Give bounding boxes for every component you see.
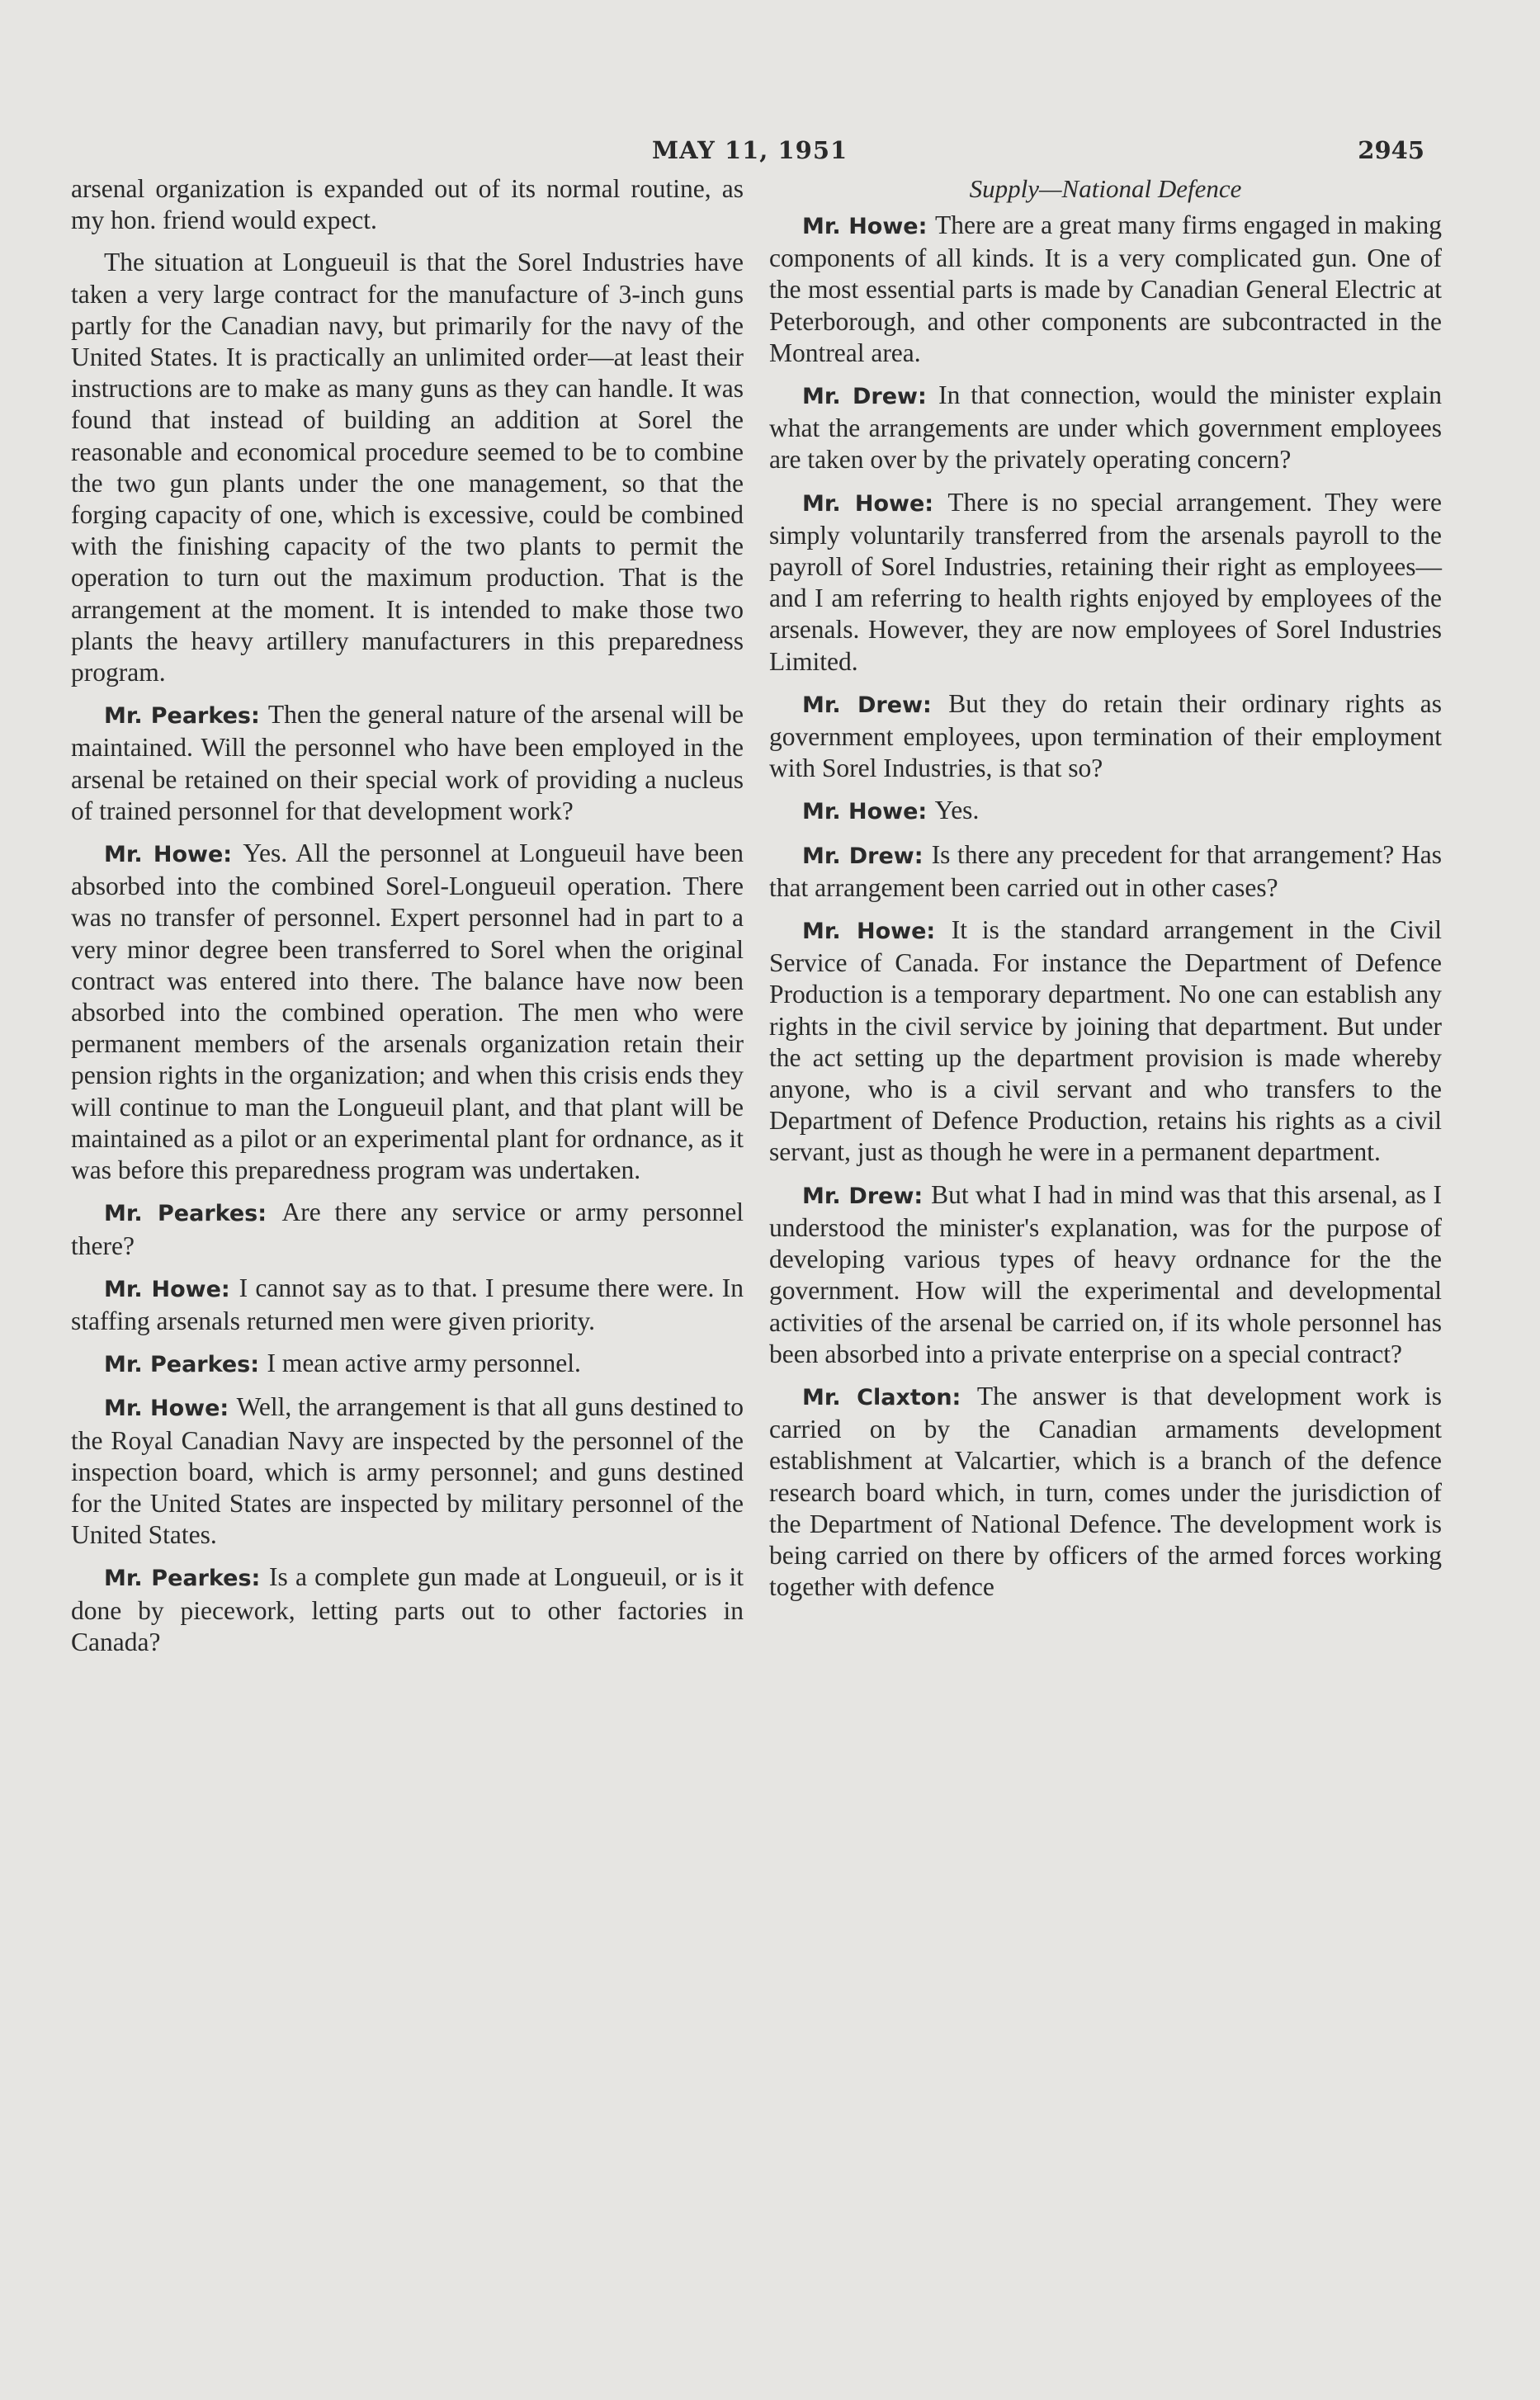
speaker-name: Mr. Pearkes: [104,1352,260,1378]
paragraph-text: arsenal organization is expanded out of its normal routine, as my hon. friend would expect. [71,174,744,235]
paragraph [71,838,744,1186]
right-column [769,173,1442,1613]
paragraph [71,1561,744,1658]
paragraph [769,839,1442,904]
speaker-name: Mr. Pearkes: [104,1201,267,1227]
paragraph [769,795,1442,828]
paragraph [71,1273,744,1337]
paragraph [769,1179,1442,1370]
speaker-name: Mr. Drew: [802,843,924,869]
speaker-name: Mr. Howe: [104,842,233,868]
speaker-name: Mr. Pearkes: [104,703,260,730]
speaker-name: Mr. Claxton: [802,1384,961,1410]
paragraph-text: Is a complete gun made at Longueuil, or is it done by piecework, letting parts out to other factories in Canada? [71,1562,744,1656]
speaker-name: Mr. Howe: [802,799,928,825]
speaker-name: Mr. Drew: [802,1183,924,1209]
speaker-name: Mr. Pearkes: [104,1566,261,1592]
paragraph-text: The answer is that development work is carried on by the Canadian armaments development establishment at Valcartier, which is a branch of the defence research board which, in turn, comes under the jurisdiction of the Department of National Defence. The development work is being carried on there by officers of the armed forces working together with defence [769,1381,1443,1602]
paragraph-text: But they do retain their ordinary rights as government employees, upon termination of their employment with Sorel Industries, is that so? [769,688,1442,783]
paragraph [769,914,1442,1169]
paragraph-text: Are there any service or army personnel there? [71,1198,744,1260]
paragraph [769,688,1442,785]
paragraph-text: But what I had in mind was that this arsenal, as I understood the minister's explanation, was for the purpose of developing various types of heavy ordnance for the the government. How will the experimental and developmental activities of the arsenal be carried on, if its whole personnel has been absorbed into a private enterprise on a special contract? [769,1179,1442,1368]
paragraph [769,487,1442,678]
paragraph [769,210,1442,369]
page-header [0,136,1540,177]
paragraph [769,1381,1442,1603]
speaker-name: Mr. Howe: [104,1396,229,1422]
paragraph-text: The situation at Longueuil is that the Sorel Industries have taken a very large contract for the manufacture of 3-inch guns partly for the Canadian navy, but primarily for the navy of the United States. It is practically an unlimited order—at least their instructions are to make as many guns as they can handle. It was found that instead of building an addition at Sorel the reasonable and economical procedure seemed to be to combine the two gun plants under the one management, so that the forging capacity of one, which is excessive, could be combined with the finishing capacity of the two plants to permit the operation to turn out the maximum production. That is the arrangement at the moment. It is intended to make those two plants the heavy artillery manufacturers in this preparedness program. [71,248,744,687]
speaker-name: Mr. Drew: [802,692,932,718]
paragraph [71,1348,744,1381]
running-head: Supply—National Defence [969,174,1242,203]
speaker-name: Mr. Drew: [802,384,927,410]
paragraph [71,699,744,827]
speaker-name: Mr. Howe: [802,490,934,517]
paragraph-text: In that connection, would the minister explain what the arrangements are under which government employees are taken over by the privately operating concern? [769,380,1442,475]
paragraph-text: There is no special arrangement. They were simply voluntarily transferred from the arsenals payroll to the payroll of Sorel Industries, retaining their right as employees—and I am referring to health rights enjoyed by employees of the arsenals. However, they are now employees of Sorel Industries Limited. [769,487,1442,676]
paragraph [71,1197,744,1261]
paragraph [71,173,744,236]
paragraph-text: I mean active army personnel. [267,1349,581,1378]
paragraph-text: Yes. All the personnel at Longueuil have been absorbed into the combined Sorel-Longueuil operation. There was no transfer of personnel. Expert personnel had in part to a very minor degree been transferred to Sorel when the original contract was entered into there. The balance have now been absorbed into the combined operation. The men who were permanent members of the arsenals organization retain their pension rights in the organization; and when this crisis ends they will continue to man the Longueuil plant, and that plant will be maintained as a pilot or an experimental plant for ordnance, as it was before this preparedness program was undertaken. [71,839,744,1185]
paragraph [71,1391,744,1551]
speaker-name: Mr. Howe: [802,214,928,239]
speaker-name: Mr. Howe: [104,1276,230,1302]
paragraph-text: Then the general nature of the arsenal will be maintained. Will the personnel who have been employed in the arsenal be retained on their special work of providing a nucleus of trained personnel for that development work? [71,700,744,825]
paragraph-text: Is there any precedent for that arrangement? Has that arrangement been carried out in other cases? [769,839,1442,902]
header-date: MAY 11, 1951 [652,136,848,164]
page-number: 2945 [1358,136,1424,164]
paragraph-text: There are a great many firms engaged in making components of all kinds. It is a very complicated gun. One of the most essential parts is made by Canadian General Electric at Peterborough, and other components are subcontracted in the Montreal area. [769,210,1442,367]
paragraph-text: I cannot say as to that. I presume there were. In staffing arsenals returned men were given priority. [71,1273,744,1335]
left-column [71,173,744,1669]
speaker-name: Mr. Howe: [802,919,936,945]
paragraph-text: Well, the arrangement is that all guns destined to the Royal Canadian Navy are inspected by the personnel of the inspection board, which is army personnel; and guns destined for the United States are inspected by military personnel of the United States. [71,1392,744,1550]
paragraph [769,380,1442,476]
paragraph-text: Yes. [934,796,980,825]
paragraph [71,247,744,688]
paragraph-text: It is the standard arrangement in the Civil Service of Canada. For instance the Department of Defence Production is a temporary department. No one can establish any rights in the civil service by joining that department. But under the act setting up the department provision is made whereby anyone, who is a civil servant and who transfers to the Department of Defence Production, retains his rights as a civil servant, just as though he were in a permanent department. [769,915,1442,1167]
